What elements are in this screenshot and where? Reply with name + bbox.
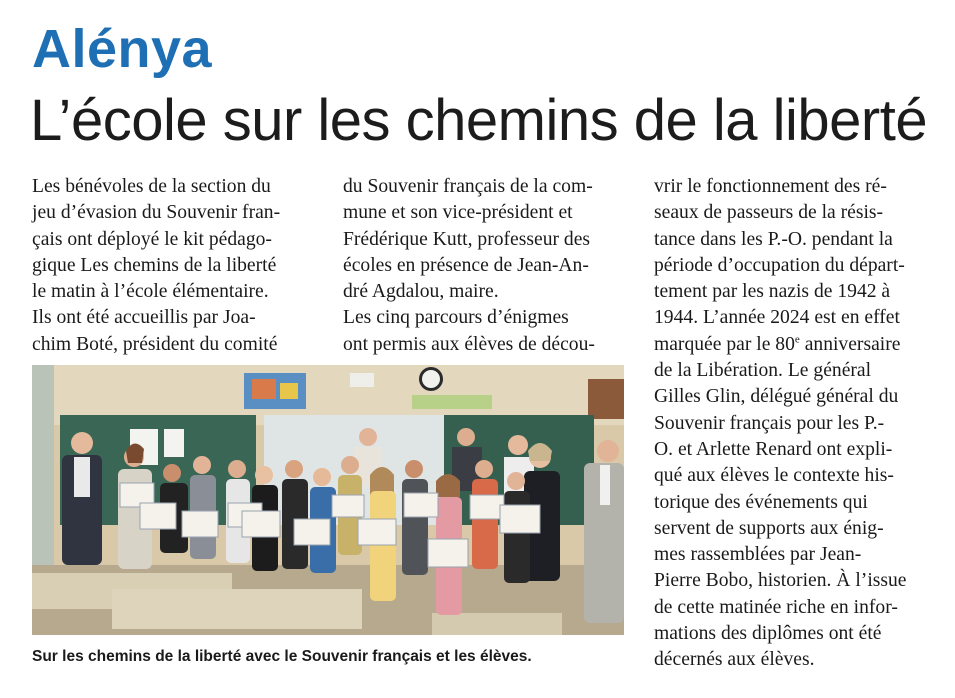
body-line: écoles en présence de Jean-An- [343,254,589,276]
body-line: vrir le fonctionnement des ré- [654,176,887,197]
body-line-text: marquée par le 80 [654,333,795,355]
body-column-2 [343,174,631,358]
body-line: jeu d’évasion du Souvenir fran- [32,202,281,224]
article-headline: L’école sur les chemins de la liberté [30,88,928,153]
body-line: le matin à l’école élémentaire. [32,281,269,303]
body-line: mations des diplômes ont été [654,623,882,645]
body-column-1 [32,174,320,358]
body-line: dré Agdalou, maire. [343,281,499,303]
body-line: mune et son vice-président et [343,202,573,224]
body-line-text: anniversaire [799,333,901,355]
body-line: qué aux élèves le contexte his- [654,465,894,487]
body-line: de la Libération. Le général [654,360,872,382]
body-line: tement par les nazis de 1942 à [654,281,891,303]
photo-caption: Sur les chemins de la liberté avec le Souvenir français et les élèves. [32,648,532,665]
body-line: chim Boté, président du comité [32,333,278,355]
body-line: Les bénévoles de la section du [32,176,271,197]
classroom-photo [32,365,624,635]
body-line [654,332,944,358]
article-kicker: Alénya [32,19,213,79]
body-line: tance dans les P.-O. pendant la [654,228,893,250]
body-line: 1944. L’année 2024 est en effet [654,307,900,329]
body-line: du Souvenir français de la com- [343,176,593,197]
body-line: Pierre Bobo, historien. À l’issue [654,570,907,592]
body-line: gique Les chemins de la liberté [32,254,277,276]
body-line: Souvenir français pour les P.- [654,412,885,434]
body-line: période d’occupation du départ- [654,254,905,276]
body-column-3 [654,174,944,674]
body-line: Gilles Glin, délégué général du [654,386,899,408]
body-line: ont permis aux élèves de décou- [343,333,595,355]
body-line: çais ont déployé le kit pédago- [32,228,272,250]
body-line: Les cinq parcours d’énigmes [343,307,569,329]
body-line: Frédérique Kutt, professeur des [343,228,591,250]
body-line: servent de supports aux énig- [654,517,884,539]
body-line: torique des événements qui [654,491,868,513]
body-line: mes rassemblées par Jean- [654,544,862,566]
article-photo [32,365,624,635]
ordinal-superscript: e [794,333,800,346]
body-line: Ils ont été accueillis par Joa- [32,307,256,329]
body-line: de cette matinée riche en infor- [654,596,898,618]
body-line: seaux de passeurs de la résis- [654,202,884,224]
body-line: O. et Arlette Renard ont expli- [654,438,893,460]
body-line: décernés aux élèves. [654,649,815,671]
